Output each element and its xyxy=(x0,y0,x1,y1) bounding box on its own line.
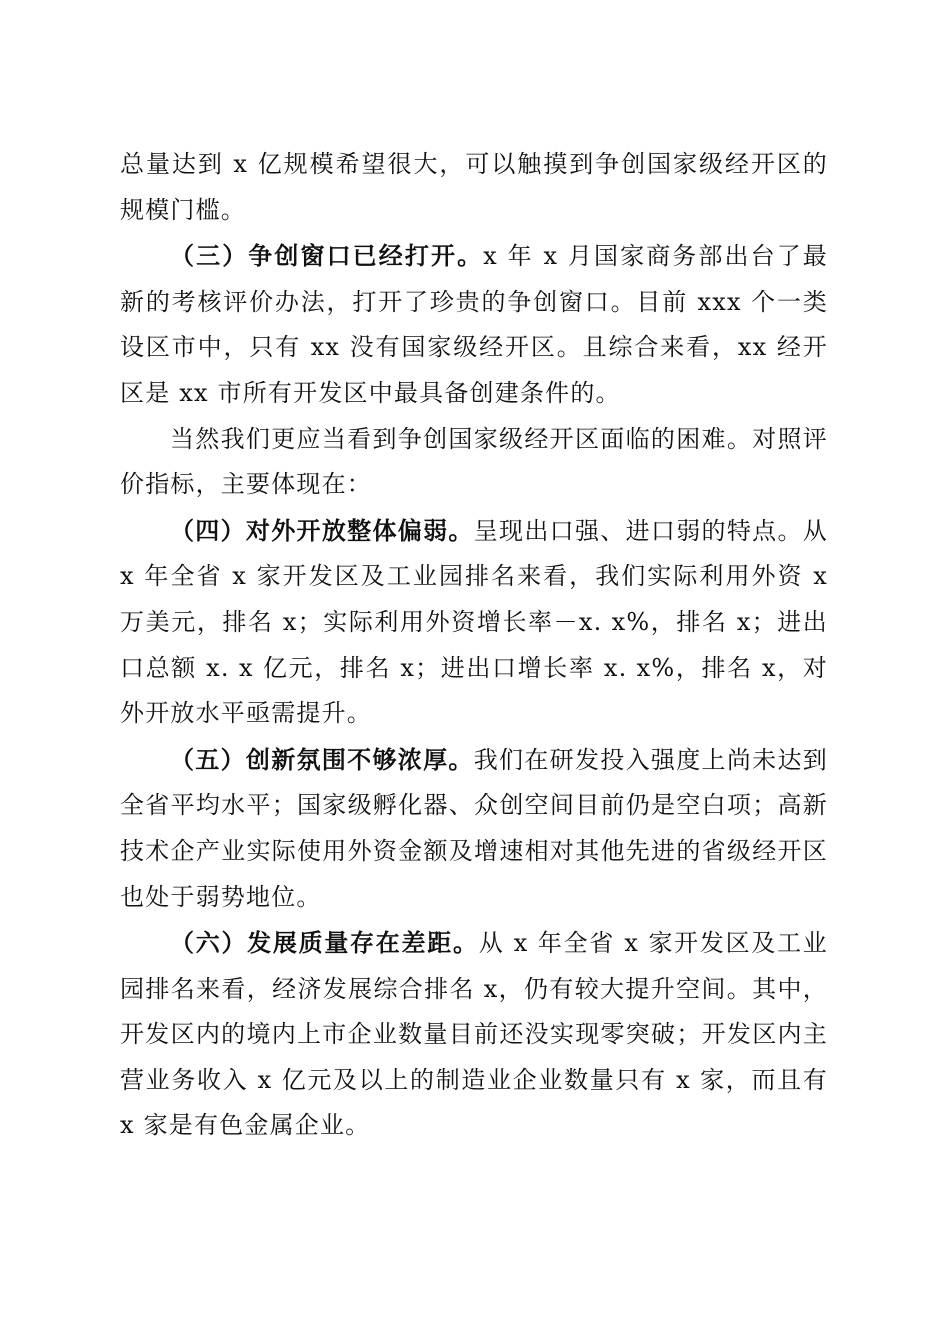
paragraph-item-4 xyxy=(120,508,828,737)
paragraph-heading: （四）对外开放整体偏弱。 xyxy=(170,515,474,545)
paragraph-text: 当然我们更应当看到争创国家级经开区面临的困难。对照评价指标，主要体现在： xyxy=(120,424,828,499)
document-body xyxy=(120,142,828,1149)
paragraph-text: 从 x 年全省 x 家开发区及工业园排名来看，经济发展综合排名 x，仍有较大提升空间。其中，开发区内的境内上市企业数量目前还没实现零突破；开发区内主营业务收入 x 亿元及以上的制造业企业数量只有 x 家，而且有 x 家是有色金属企业。 xyxy=(120,929,828,1140)
paragraph-item-6 xyxy=(120,920,828,1149)
paragraph-text: 总量达到 x 亿规模希望很大，可以触摸到争创国家级经开区的规模门槛。 xyxy=(120,150,828,224)
paragraph-item-5 xyxy=(120,737,828,920)
paragraph-text: 我们在研发投入强度上尚未达到全省平均水平；国家级孵化器、众创空间目前仍是空白项；高新技术企产业实际使用外资金额及增速相对其他先进的省级经开区也处于弱势地位。 xyxy=(120,745,828,911)
paragraph-text: 呈现出口强、进口弱的特点。从 x 年全省 x 家开发区及工业园排名来看，我们实际利用外资 x 万美元，排名 x；实际利用外资增长率－x. x%，排名 x；进出口总额 x. x 亿元，排名 x；进出口增长率 x. x%，排名 x，对外开放水平亟需提升。 xyxy=(120,516,828,728)
paragraph-heading: （三）争创窗口已经打开。 xyxy=(170,241,484,271)
paragraph-item-3 xyxy=(120,233,828,416)
paragraph-text: x 年 x 月国家商务部出台了最新的考核评价办法，打开了珍贵的争创窗口。目前 xxx 个一类设区市中，只有 xx 没有国家级经开区。且综合来看，xx 经开区是 xx 市所有开发区中最具备创建条件的。 xyxy=(120,242,828,407)
paragraph-scale-threshold xyxy=(120,142,828,233)
paragraph-heading: （五）创新氛围不够浓厚。 xyxy=(170,744,474,774)
paragraph-difficulties-intro xyxy=(120,417,828,508)
paragraph-heading: （六）发展质量存在差距。 xyxy=(170,928,479,958)
